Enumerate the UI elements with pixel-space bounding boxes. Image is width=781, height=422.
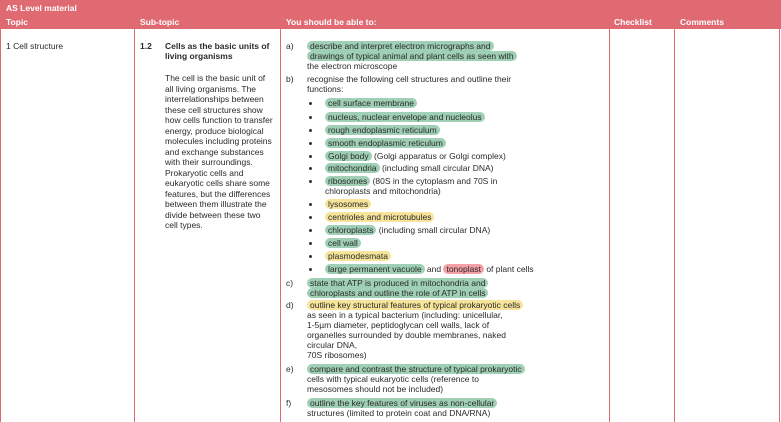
table-border	[0, 15, 1, 422]
column-divider	[134, 15, 135, 422]
bullet-icon	[309, 242, 312, 245]
subtopic-title: Cells as the basic units of living organisms	[165, 41, 270, 61]
subtopic-number: 1.2	[140, 41, 152, 51]
objective-text: cells with typical eukaryotic cells (reference to	[307, 374, 479, 384]
item-label: d)	[286, 300, 294, 310]
bullet-icon	[309, 268, 312, 271]
objective-text: compare and contrast the structure of typical prokaryotic	[307, 364, 525, 374]
structure-note: chloroplasts and mitochondria)	[325, 186, 441, 196]
section-banner: AS Level material	[0, 0, 781, 15]
table-border	[779, 15, 780, 422]
header-topic: Topic	[6, 17, 29, 27]
structure-item: plasmodesmata	[325, 251, 391, 261]
bullet-icon	[309, 102, 312, 105]
item-label: c)	[286, 278, 294, 288]
structure-item: smooth endoplasmic reticulum	[325, 138, 446, 148]
structure-item: centrioles and microtubules	[325, 212, 434, 222]
structure-item: mitochondria	[325, 163, 380, 173]
objective-text: drawings of typical animal and plant cells as seen with	[307, 51, 517, 61]
structure-item: large permanent vacuole	[325, 264, 425, 274]
objective-text: 70S ribosomes)	[307, 350, 367, 360]
bullet-icon	[309, 216, 312, 219]
item-label: e)	[286, 364, 294, 374]
table-header-row	[0, 15, 781, 29]
structure-item: ribosomes	[325, 176, 370, 186]
header-checklist: Checklist	[614, 17, 652, 27]
objective-text: structures (limited to protein coat and DNA/RNA)	[307, 408, 491, 418]
structure-item: chloroplasts	[325, 225, 376, 235]
bullet-icon	[309, 255, 312, 258]
topic-cell: 1 Cell structure	[6, 41, 64, 51]
structure-note: (Golgi apparatus or Golgi complex)	[371, 151, 506, 161]
header-comments: Comments	[680, 17, 724, 27]
bullet-icon	[309, 129, 312, 132]
subtopic-paragraph: The cell is the basic unit of all living organisms. The interrelationships between these cell structures show how cells function to transfer energy, produce biological molecules including proteins and exchange substances with their surroundings.	[165, 73, 273, 167]
objective-text: 1-5µm diameter, peptidoglycan cell walls, lack of	[307, 320, 490, 330]
item-label: f)	[286, 398, 292, 408]
objective-text: organelles surrounded by double membranes, naked	[307, 330, 506, 340]
bullet-icon	[309, 180, 312, 183]
objective-text: outline key structural features of typical prokaryotic cells	[307, 300, 523, 310]
column-divider	[609, 15, 610, 422]
structure-item: nucleus, nuclear envelope and nucleolus	[325, 112, 485, 122]
header-subtopic: Sub-topic	[140, 17, 180, 27]
column-divider	[674, 15, 675, 422]
structure-item: rough endoplasmic reticulum	[325, 125, 440, 135]
subtopic-paragraph: Prokaryotic cells and eukaryotic cells share some features, but the differences between them illustrate the divide between these two cell types.	[165, 167, 271, 230]
objective-text: describe and interpret electron micrographs and	[307, 41, 494, 51]
structure-note: (including small circular DNA)	[376, 225, 491, 235]
column-divider	[280, 15, 281, 422]
structure-item: Golgi body	[325, 151, 372, 161]
objective-text: chloroplasts and outline the role of ATP in cells	[307, 288, 488, 298]
item-label: a)	[286, 41, 294, 51]
bullet-icon	[309, 203, 312, 206]
bullet-icon	[309, 116, 312, 119]
objective-text: circular DNA,	[307, 340, 358, 350]
objective-text: functions:	[307, 84, 344, 94]
structure-item: cell wall	[325, 238, 361, 248]
structure-item: cell surface membrane	[325, 98, 417, 108]
structure-note: (including small circular DNA)	[379, 163, 494, 173]
structure-item: tonoplast	[443, 264, 484, 274]
bullet-icon	[309, 167, 312, 170]
structure-item: lysosomes	[325, 199, 371, 209]
objective-text: recognise the following cell structures and outline their	[307, 74, 512, 84]
objective-text: state that ATP is produced in mitochondria and	[307, 278, 488, 288]
structure-note: (80S in the cytoplasm and 70S in	[370, 176, 498, 186]
objective-text: mesosomes should not be included)	[307, 384, 444, 394]
subtopic-description	[165, 73, 273, 231]
bullet-icon	[309, 155, 312, 158]
objective-text: outline the key features of viruses as non-cellular	[307, 398, 497, 408]
structure-note: of plant cells	[483, 264, 534, 274]
header-able: You should be able to:	[286, 17, 377, 27]
structure-note: and	[424, 264, 444, 274]
item-label: b)	[286, 74, 294, 84]
bullet-icon	[309, 229, 312, 232]
objective-text: the electron microscope	[307, 61, 398, 71]
objective-text: as seen in a typical bacterium (including: unicellular,	[307, 310, 503, 320]
bullet-icon	[309, 142, 312, 145]
